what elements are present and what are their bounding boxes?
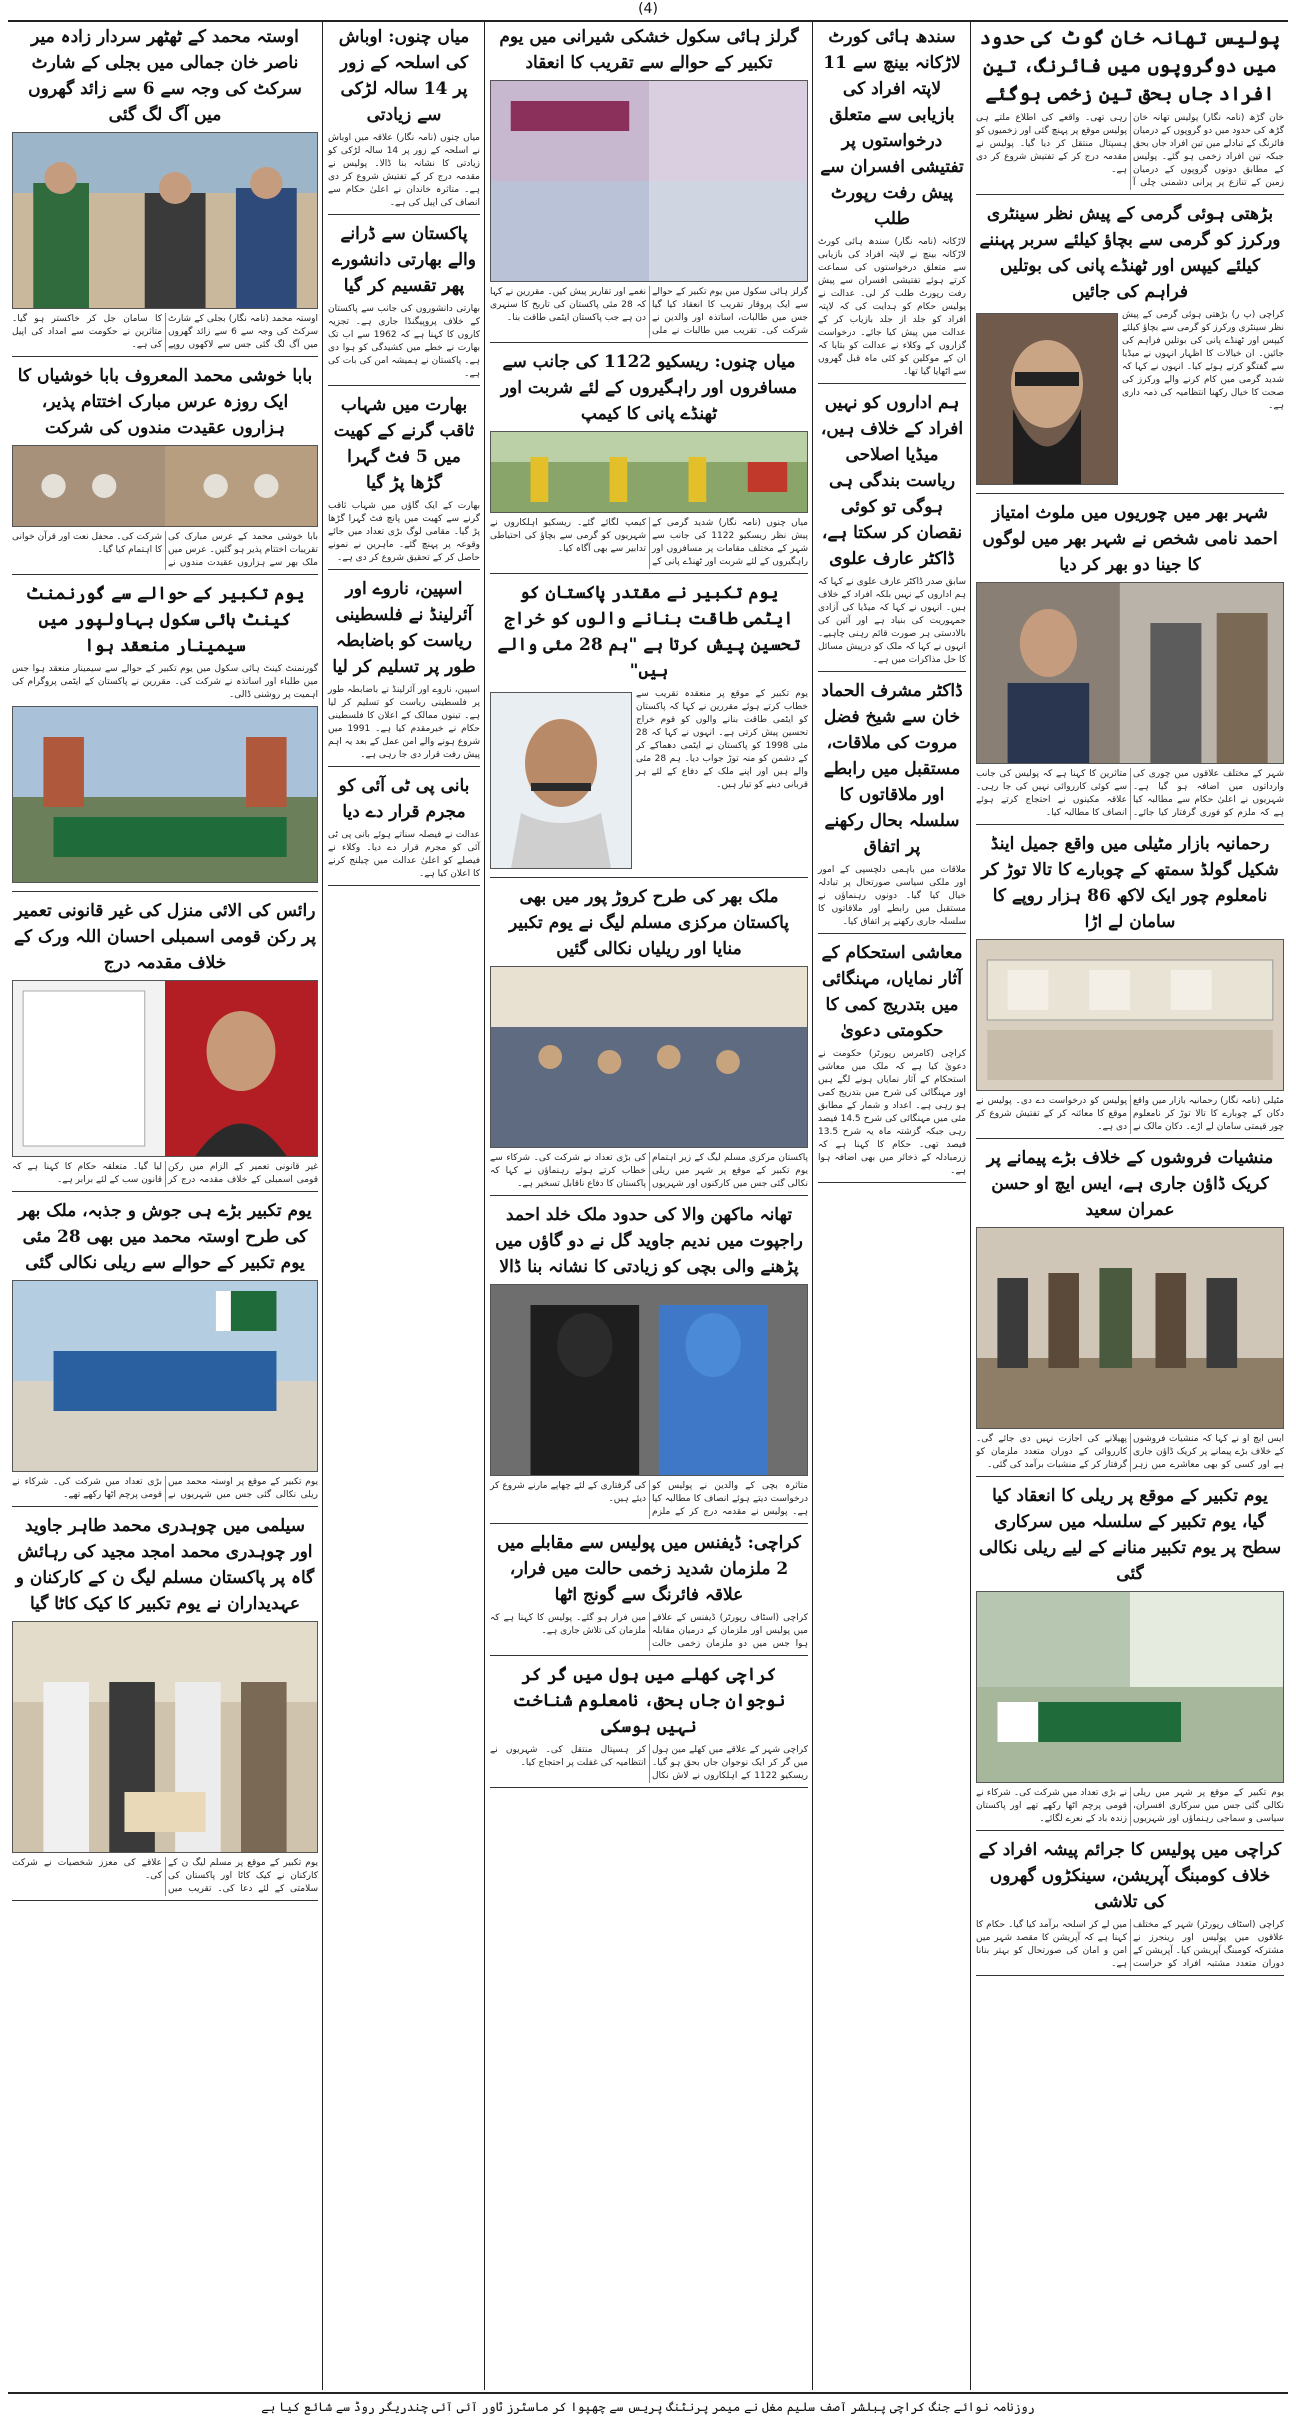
column-1 [972,22,1288,2390]
headline: سیلمی میں چوہدری محمد طاہر جاوید اور چوہدری محمد امجد مجید کی رہائش گاہ پر پاکستان مسلم لیگ ن کے کارکنان و عہدیداران نے یوم تکبیر کا کیک کاٹا گیا [15,1516,315,1614]
school-event-photo [490,80,808,282]
cake-cutting-photo [12,1621,318,1853]
rally-photo [976,1591,1284,1783]
headline: یوم تکبیر نے مقتدر پاکستان کو ایٹمی طاقت بنانے والوں کو خراج تحسین پیش کرتا ہے "ہم 28 مئی والے ہیں" [497,583,801,681]
story [976,201,1284,494]
headline: بابا خوشی محمد المعروف بابا خوشیاں کا ایک روزہ عرس مبارک اختتام پذیر، ہزاروں عقیدت مندوں کی شرکت [17,366,313,438]
story-body: میاں چنوں (نامہ نگار) علاقہ میں اوباش نے اسلحہ کے زور پر 14 سالہ لڑکی کو زیادتی کا نشانہ بنا ڈالا۔ پولیس نے مقدمہ درج کر کے تفتیش شروع کر دی ہے۔ متاثرہ خاندان نے اعلیٰ حکام سے انصاف کی اپیل کی ہے۔ [328,133,480,208]
headline: پولیس تھانہ خان گوٹ کی حدود میں دوگروپوں میں فائرنگ، تین افراد جاں بحق تین زخمی ہوگئے [979,27,1281,105]
story-body: کراچی (کامرس رپورٹر) حکومت نے دعویٰ کیا ہے کہ ملک میں معاشی استحکام کے آثار نمایاں ہونے لگے ہیں اور مہنگائی کی شرح میں بتدریج کمی ہو رہی ہے۔ اعداد و شمار کے مطابق مئی میں مہنگائی کی شرح 14.5 فیصد رہی جبکہ گزشتہ ماہ یہ شرح 13.5 فیصد تھی۔ حکام کا کہنا ہے کہ زرمبادلہ کے ذخائر میں بھی اضافہ ہوا ہے۔ [818,1049,966,1176]
story-body: سابق صدر ڈاکٹر عارف علوی نے کہا کہ ہم اداروں کے نہیں بلکہ افراد کے خلاف ہیں۔ انہوں نے کہا کہ میڈیا کی آزادی جمہوریت کی بنیاد ہے اور آئین کی بالادستی ہر صورت قائم رہنی چاہیے۔ انہوں نے کہا کہ ملک کو درپیش مسائل کا حل مذاکرات میں ہے۔ [818,577,966,665]
story-body: یوم تکبیر کے موقع پر مسلم لیگ ن کے کارکنان نے کیک کاٹا اور پاکستان کی سلامتی کے لئے دعا کی۔ تقریب میں علاقے کی معزز شخصیات نے شرکت کی۔ [12,1858,318,1894]
column-2 [814,22,970,2390]
story-body: یوم تکبیر کے موقع پر اوستہ محمد میں ریلی نکالی گئی جس میں شہریوں نے بڑی تعداد میں شرکت کی۔ شرکاء نے قومی پرچم اٹھا رکھے تھے۔ [12,1477,318,1500]
headline: منشیات فروشوں کے خلاف بڑے پیمانے پر کریک ڈاؤن جاری ہے، ایس ایچ او حسن عمران سعید [986,1148,1274,1220]
headline: یوم تکبیر بڑے ہی جوش و جذبہ، ملک بھر کی طرح اوستہ محمد میں بھی 28 مئی یوم تکبیر کے حوالے سے ریلی نکالی گئی [18,1201,312,1273]
headline: تھانہ ماکھن والا کی حدود ملک خلد احمد راجپوت میں ندیم جاوید گل نے دو گاؤں میں پڑھنے والی بچی کو زیادتی کا نشانہ بنا ڈالا [495,1205,803,1277]
story [818,940,966,1183]
headline: گرلز ہائی سکول خشکی شیرانی میں یوم تکبیر کے حوالے سے تقریب کا انعقاد [499,27,799,73]
column-5 [8,22,322,2390]
story [490,1202,808,1524]
story-body: لاڑکانہ (نامہ نگار) سندھ ہائی کورٹ لاڑکانہ بینچ نے لاپتہ افراد کی بازیابی سے متعلق درخواستوں کی سماعت کرتے ہوئے تفتیشی افسران سے پیش رفت رپورٹ طلب کر لی۔ عدالت نے پولیس حکام کو ہدایت کی کہ لاپتہ افراد کو جلد از جلد بازیاب کر کے عدالت میں پیش کیا جائے۔ درخواست گزاروں کے وکلاء نے عدالت کو بتایا کہ ان کے موکلین کو کئی ماہ قبل گھروں سے اٹھایا گیا تھا۔ [818,237,966,377]
story-body: پاکستان مرکزی مسلم لیگ کے زیر اہتمام یوم تکبیر کے موقع پر شہر میں ریلی نکالی گئی جس میں کارکنوں اور شہریوں کی بڑی تعداد نے شرکت کی۔ شرکاء سے خطاب کرتے ہوئے رہنماؤں نے کہا کہ پاکستان کا دفاع ناقابل تسخیر ہے۔ [490,1153,808,1189]
story [12,1513,318,1901]
story [976,831,1284,1139]
rescue-camp-photo [490,431,808,513]
story [490,580,808,878]
headline: بڑھتی ہوئی گرمی کے پیش نظر سینٹری ورکرز کو گرمی سے بچاؤ کیلئے سربر پہننے کیلئے کیپس اور ٹھنڈے پانی کی بوتلیں فراہم کی جائیں [979,204,1281,302]
headline: ملک بھر کی طرح کروڑ پور میں بھی پاکستان مرکزی مسلم لیگ نے یوم تکبیر منایا اور ریلیاں نکالی گئیں [509,887,789,959]
story-body: ایس ایچ او نے کہا کہ منشیات فروشوں کے خلاف بڑے پیمانے پر کریک ڈاؤن جاری ہے اور کسی کو بھی معاشرے میں زہر پھیلانے کی اجازت نہیں دی جائے گی۔ کارروائی کے دوران متعدد ملزمان کو گرفتار کر کے منشیات برآمد کی گئی۔ [976,1434,1284,1470]
story [328,392,480,570]
story [328,221,480,386]
story-body: اسپین، ناروے اور آئرلینڈ نے باضابطہ طور پر فلسطینی ریاست کو تسلیم کر لیا ہے۔ تینوں ممالک کے اعلان کا فلسطینی حکام نے خیرمقدم کیا ہے۔ 1991 میں شروع ہونے والے امن عمل کے بعد یہ اہم پیش رفت قرار دی جا رہی ہے۔ [328,685,480,760]
story [976,1837,1284,1976]
news-photo [976,939,1284,1091]
headline: میاں چنوں: ریسکیو 1122 کی جانب سے مسافروں اور راہگیروں کے لئے شربت اور ٹھنڈے پانی کا کیمپ [500,352,798,424]
story-body: خان گڑھ (نامہ نگار) پولیس تھانہ خان گڑھ کی حدود میں دو گروپوں کے درمیان فائرنگ کے تبادلے میں تین افراد جاں بحق جبکہ تین افراد زخمی ہو گئے۔ پولیس کے مطابق دونوں گروپوں کے درمیان زمین کے تنازع پر پرانی دشمنی چلی آ رہی تھی۔ واقعے کی اطلاع ملتے ہی پولیس موقع پر پہنچ گئی اور زخمیوں کو ہسپتال منتقل کر دیا گیا۔ پولیس نے مقدمہ درج کر کے تفتیش شروع کر دی ہے۔ [976,113,1284,188]
publisher-footer: روزنامہ نوائے جنگ کراچی پبلشر آصف سلیم مغل نے میمر پرنٹنگ پریس سے چھپوا کر ماسٹرز ٹاور آئی آئی چندریگر روڈ سے شائع کیا ہے [8,2392,1288,2420]
column-rule [322,22,323,2390]
story [12,581,318,892]
story-body: مٹیلی (نامہ نگار) رحمانیہ بازار میں واقع دکان کے چوبارے کا تالا توڑ کر نامعلوم چور قیمتی سامان لے اڑے۔ دکان مالک نے پولیس کو درخواست دے دی۔ پولیس نے موقع کا معائنہ کر کے تفتیش شروع کر دی ہے۔ [976,1096,1284,1132]
story-body: بابا خوشی محمد کے عرس مبارک کی تقریبات اختتام پذیر ہو گئیں۔ عرس میں ملک بھر سے ہزاروں عقیدت مندوں نے شرکت کی۔ محفل نعت اور قرآن خوانی کا اہتمام کیا گیا۔ [12,532,318,568]
column-rule [970,22,971,2390]
headline: پاکستان سے ڈرانے والے بھارتی دانشورے پھر تقسیم کر گیا [332,224,476,296]
urs-gathering-photo [12,445,318,527]
headline: بھارت میں شہاب ثاقب گرنے کے کھیت میں 5 فٹ گہرا گڑھا پڑ گیا [333,395,475,493]
story [12,363,318,575]
story-body: بھارت کے ایک گاؤں میں شہاب ثاقب گرنے سے کھیت میں پانچ فٹ گہرا گڑھا پڑ گیا۔ مقامی لوگ بڑی تعداد میں جائے وقوعہ پر پہنچ گئے۔ ماہرین نے نمونے حاصل کر کے تحقیق شروع کر دی ہے۔ [328,501,480,563]
news-photo [976,582,1284,764]
headline: اسپین، ناروے اور آئرلینڈ نے فلسطینی ریاست کو باضابطہ طور پر تسلیم کر لیا [332,579,476,677]
headline: کراچی: ڈیفنس میں پولیس سے مقابلے میں 2 ملزمان شدید زخمی حالت میں فرار، علاقہ فائرنگ سے گونج اٹھا [497,1533,801,1605]
story [976,500,1284,825]
story [12,1198,318,1507]
portrait-photo [976,313,1118,485]
story-body: شہر کے مختلف علاقوں میں چوری کی وارداتوں میں اضافہ ہو گیا ہے۔ شہریوں نے اعلیٰ حکام سے مطالبہ کیا ہے کہ ملزم کو فوری گرفتار کیا جائے۔ متاثرین کا کہنا ہے کہ پولیس کی جانب سے کوئی کارروائی نہیں کی جا رہی۔ علاقہ مکینوں نے احتجاج کرتے ہوئے انصاف کا مطالبہ کیا۔ [976,769,1284,818]
headline: رحمانیہ بازار مٹیلی میں واقع جمیل اینڈ شکیل گولڈ سمتھ کے چوبارے کا تالا توڑ کر نامعلوم چور ایک لاکھ 86 ہزار روپے کا سامان لے اڑا [981,834,1279,932]
headline: میاں چنوں: اوباش کی اسلحہ کے زور پر 14 سالہ لڑکی سے زیادتی [338,27,470,125]
story-body: کراچی (اسٹاف رپورٹر) شہر کے مختلف علاقوں میں پولیس اور رینجرز نے مشترکہ کومبنگ آپریشن کیا۔ آپریشن کے دوران متعدد مشتبہ افراد کو حراست میں لے کر اسلحہ برآمد کیا گیا۔ حکام کا کہنا ہے کہ آپریشن کا مقصد شہر میں امن و امان کی صورتحال کو بہتر بنانا ہے۔ [976,1920,1284,1969]
headline: اوستہ محمد کے ٹھٹھر سردار زادہ میر ناصر خان جمالی میں بجلی کے شارٹ سرکٹ کی وجہ سے 6 سے زائد گھروں میں آگ لگ گئی [28,27,302,125]
page-number: (4) [638,1,658,17]
story [818,678,966,934]
headline: سندھ ہائی کورٹ لاڑکانہ بینچ سے 11 لاپتہ افراد کی بازیابی سے متعلق درخواستوں پر تفتیشی افسران سے پیش رفت رپورٹ طلب [820,27,964,229]
headline: معاشی استحکام کے آثار نمایاں، مہنگائی میں بتدریج کمی کا حکومتی دعویٰ [821,943,963,1041]
story-body: عدالت نے فیصلہ سناتے ہوئے بانی پی ٹی آئی کو مجرم قرار دے دیا۔ وکلاء نے فیصلے کو اعلیٰ عدالت میں چیلنج کرنے کا اعلان کیا ہے۔ [328,830,480,879]
fire-victims-photo [12,132,318,309]
headline: رائس کی الائی منزل کی غیر قانونی تعمیر پر رکن قومی اسمبلی احسان اللہ ورک کے خلاف مقدمہ درج [14,901,316,973]
story-body: بھارتی دانشوروں کی جانب سے پاکستان کے خلاف پروپیگنڈا جاری ہے۔ تجزیہ کاروں کا کہنا ہے کہ 1962 سے اب تک بھارت نے خطے میں کشیدگی کو ہوا دی ہے۔ پاکستان نے ہمیشہ امن کی بات کی ہے۔ [328,304,480,379]
story-body: کراچی (اسٹاف رپورٹر) ڈیفنس کے علاقے میں پولیس اور ملزمان کے درمیان مقابلہ ہوا جس میں دو ملزمان زخمی حالت میں فرار ہو گئے۔ پولیس کا کہنا ہے کہ ملزمان کی تلاش جاری ہے۔ [490,1613,808,1649]
story-body: میاں چنوں (نامہ نگار) شدید گرمی کے پیش نظر ریسکیو 1122 کی جانب سے شہر کے مختلف مقامات پر مسافروں اور راہگیروں کے لئے شربت اور ٹھنڈے پانی کے کیمپ لگائے گئے۔ ریسکیو اہلکاروں نے شہریوں کو گرمی سے بچاؤ کی احتیاطی تدابیر سے بھی آگاہ کیا۔ [490,518,808,567]
news-photo [976,1227,1284,1429]
headline: ڈاکٹر مشرف الحماد خان سے شیخ فضل مروت کی ملاقات، مستقبل میں رابطے اور ملاقاتوں کا سلسلہ بحال رکھنے پر اتفاق [821,681,963,857]
column-rule [484,22,485,2390]
story [490,1662,808,1788]
story-body: اوستہ محمد (نامہ نگار) بجلی کے شارٹ سرکٹ کی وجہ سے 6 سے زائد گھروں میں آگ لگ گئی جس سے لاکھوں روپے کا سامان جل کر خاکستر ہو گیا۔ متاثرین نے حکومت سے امداد کی اپیل کی ہے۔ [12,314,318,350]
news-photo [490,1284,808,1476]
story [328,24,480,215]
headline: یوم تکبیر کے موقع پر ریلی کا انعقاد کیا گیا، یوم تکبیر کے سلسلہ میں سرکاری سطح پر یوم تکبیر منانے کے لیے ریلی نکالی گئی [978,1486,1282,1584]
story-body: ملاقات میں باہمی دلچسپی کے امور اور ملکی سیاسی صورتحال پر تبادلہ خیال کیا گیا۔ دونوں رہنماؤں نے مستقبل میں رابطے اور ملاقاتوں کا سلسلہ جاری رکھنے پر اتفاق کیا۔ [818,865,966,927]
column-rule [812,22,813,2390]
seminar-rally-photo [12,706,318,883]
column-3 [486,22,812,2390]
story [818,24,966,384]
story [976,24,1284,195]
story-body: کراچی (پ ر) بڑھتی ہوئی گرمی کے پیش نظر سینٹری ورکرز کو گرمی سے بچاؤ کیلئے کیپس اور ٹھنڈے پانی کی بوتلیں فراہم کی جائیں۔ ان خیالات کا اظہار انہوں نے میڈیا سے گفتگو کرتے ہوئے کیا۔ انہوں نے کہا کہ شدید گرمی میں کام کرنے والے ورکرز کی صحت کا خیال رکھنا انتظامیہ کی ذمہ داری ہے۔ [1122,310,1284,411]
headline: کراچی کھلے میں ہول میں گر کر نوجوان جاں بحق، نامعلوم شناخت نہیں ہوسکی [512,1665,786,1737]
story-body: متاثرہ بچی کے والدین نے پولیس کو درخواست دیتے ہوئے انصاف کا مطالبہ کیا ہے۔ پولیس نے مقدمہ درج کر کے ملزم کی گرفتاری کے لئے چھاپے مارنے شروع کر دیئے ہیں۔ [490,1481,808,1517]
headline: یوم تکبیر کے حوالے سے گورنمنٹ کینٹ ہائی سکول بہاولپور میں سیمینار منعقد ہوا [25,584,305,656]
story [328,576,480,767]
story-body: یوم تکبیر کے موقع پر شہر میں ریلی نکالی گئی جس میں سرکاری افسران، سیاسی و سماجی رہنماؤں اور شہریوں نے بڑی تعداد میں شرکت کی۔ شرکاء نے قومی پرچم اٹھا رکھے تھے اور پاکستان زندہ باد کے نعرے لگائے۔ [976,1788,1284,1824]
story-body: گرلز ہائی سکول میں یوم تکبیر کے حوالے سے ایک پروقار تقریب کا انعقاد کیا گیا جس میں طالبات، اساتذہ اور والدین نے شرکت کی۔ تقریب میں طالبات نے ملی نغمے اور تقاریر پیش کیں۔ مقررین نے کہا کہ 28 مئی پاکستان کی تاریخ کا سنہری دن ہے جب پاکستان ایٹمی طاقت بنا۔ [490,287,808,336]
story-body: یوم تکبیر کے موقع پر منعقدہ تقریب سے خطاب کرتے ہوئے مقررین نے کہا کہ پاکستان کو ایٹمی طاقت بنانے والوں کو قوم خراج تحسین پیش کرتی ہے۔ انہوں نے کہا کہ 28 مئی 1998 کو پاکستان نے ایٹمی دھماکے کر کے دشمن کو منہ توڑ جواب دیا۔ ہم 28 مئی والے ہیں اور اپنے ملک کے دفاع کے لئے ہر قربانی دینے کو تیار ہیں۔ [636,689,808,790]
story [976,1483,1284,1831]
story [12,24,318,357]
headline: کراچی میں پولیس کا جرائم پیشہ افراد کے خلاف کومبنگ آپریشن، سینکڑوں گھروں کی تلاشی [978,1840,1282,1912]
headline: ہم اداروں کو نہیں افراد کے خلاف ہیں، میڈیا اصلاحی ریاست بندگی ہی ہوگی تو کوئی نقصان کر سکتا ہے، ڈاکٹر عارف علوی [820,393,964,569]
story-body: کراچی شہر کے علاقے میں کھلے مین ہول میں گر کر ایک نوجوان جاں بحق ہو گیا۔ ریسکیو 1122 کے اہلکاروں نے لاش نکال کر ہسپتال منتقل کی۔ شہریوں نے انتظامیہ کی غفلت پر احتجاج کیا۔ [490,1745,808,1781]
story [12,898,318,1192]
story-body: غیر قانونی تعمیر کے الزام میں رکن قومی اسمبلی کے خلاف مقدمہ درج کر لیا گیا۔ متعلقہ حکام کا کہنا ہے کہ قانون سب کے لئے برابر ہے۔ [12,1162,318,1185]
story [490,884,808,1196]
story [490,1530,808,1656]
column-4 [324,22,484,2390]
gathering-photo [490,966,808,1148]
portrait-photo [490,692,632,869]
headline: شہر بھر میں چوریوں میں ملوث امتیاز احمد نامی شخص نے شہر بھر میں لوگوں کا جینا دو بھر کر دیا [982,503,1278,575]
rally-photo [12,1280,318,1472]
portrait-document-photo [12,980,318,1157]
headline: بانی پی ٹی آئی کو مجرم قرار دے دیا [338,776,470,822]
story [490,24,808,343]
story [818,390,966,672]
story [328,773,480,886]
story [490,349,808,574]
story [976,1145,1284,1477]
story-body: گورنمنٹ کینٹ ہائی سکول میں یوم تکبیر کے حوالے سے سیمینار منعقد ہوا جس میں طلباء اور اساتذہ نے شرکت کی۔ مقررین نے پاکستان کے ایٹمی پروگرام کی اہمیت پر روشنی ڈالی۔ [12,664,318,700]
